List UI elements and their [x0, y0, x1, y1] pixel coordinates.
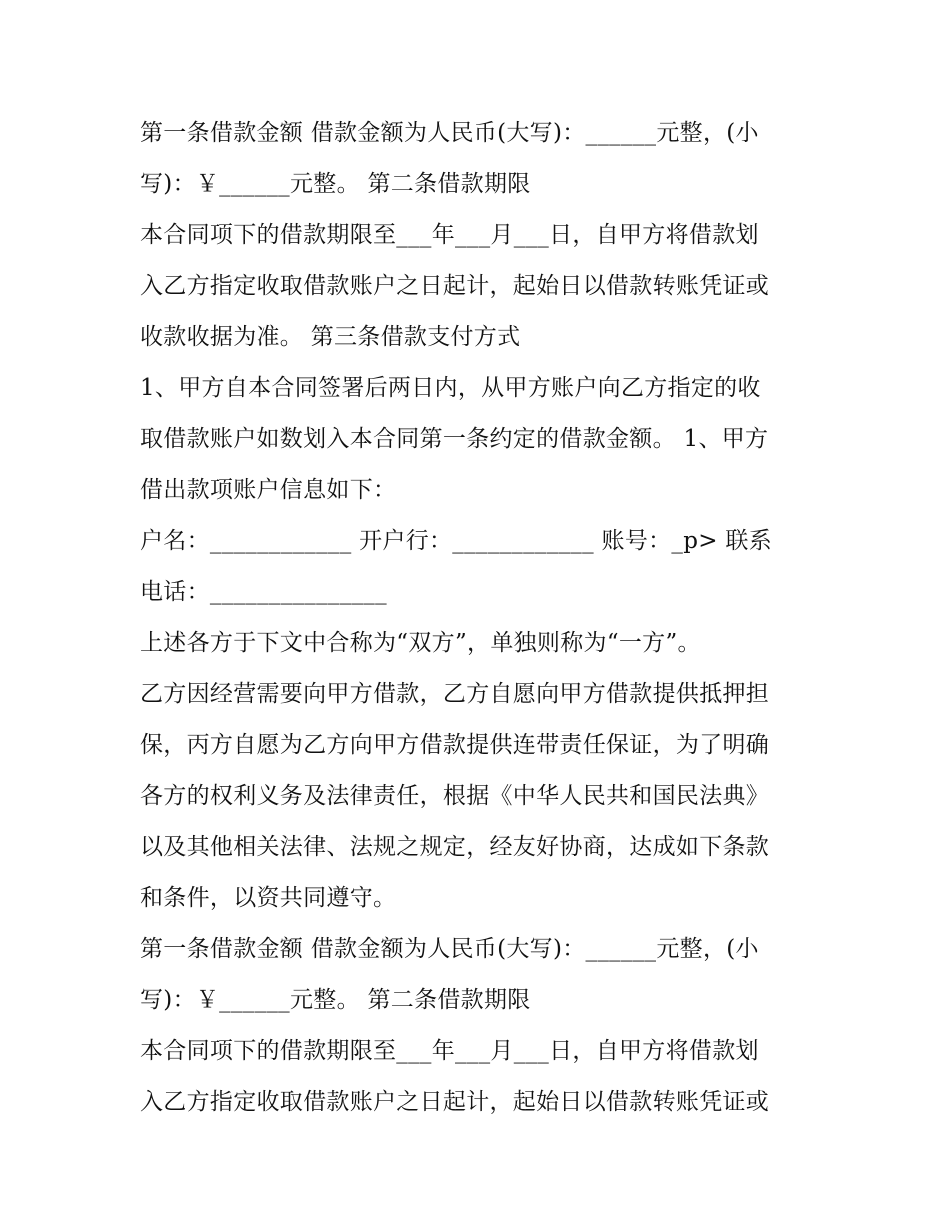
text-line: 和条件，以资共同遵守。 [140, 885, 397, 911]
text-line: 收款收据为准。 第三条借款支付方式 [140, 324, 521, 350]
text-line: 写)：￥______元整。 第二条借款期限 [140, 171, 531, 197]
text-line: 本合同项下的借款期限至___年___月___日，自甲方将借款划 [140, 222, 759, 248]
text-line: 上述各方于下文中合称为“双方”，单独则称为“一方”。 [140, 630, 701, 656]
text-line: 乙方因经营需要向甲方借款，乙方自愿向甲方借款提供抵押担 [140, 681, 770, 707]
text-line: 入乙方指定收取借款账户之日起计，起始日以借款转账凭证或 [140, 273, 770, 299]
text-line: 本合同项下的借款期限至___年___月___日，自甲方将借款划 [140, 1038, 759, 1064]
text-line: 取借款账户如数划入本合同第一条约定的借款金额。 1、甲方 [140, 426, 769, 452]
text-line: 入乙方指定收取借款账户之日起计，起始日以借款转账凭证或 [140, 1089, 770, 1115]
document-body [140, 108, 820, 1128]
text-line: 1、甲方自本合同签署后两日内，从甲方账户向乙方指定的收 [140, 375, 761, 401]
text-line: 第一条借款金额 借款金额为人民币(大写)：______元整，(小 [140, 120, 759, 146]
text-line: 保，丙方自愿为乙方向甲方借款提供连带责任保证，为了明确 [140, 732, 770, 758]
text-line: 电话：_______________ [140, 579, 387, 605]
text-line: 户名：____________ 开户行：____________ 账号：_p> 联系 [140, 528, 773, 554]
text-line: 写)：￥______元整。 第二条借款期限 [140, 987, 531, 1013]
text-line: 第一条借款金额 借款金额为人民币(大写)：______元整，(小 [140, 936, 759, 962]
text-line: 以及其他相关法律、法规之规定，经友好协商，达成如下条款 [140, 834, 770, 860]
text-line: 各方的权利义务及法律责任，根据《中华人民共和国民法典》 [140, 783, 770, 809]
text-line: 借出款项账户信息如下： [140, 477, 397, 503]
